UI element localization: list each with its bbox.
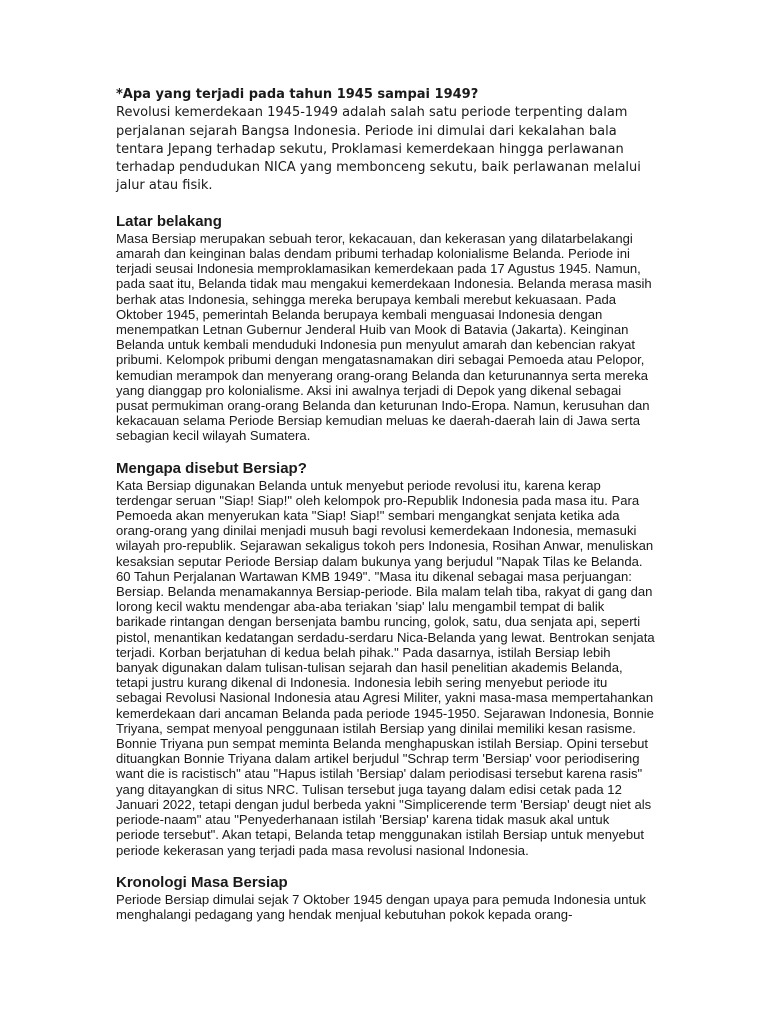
section-body: Masa Bersiap merupakan sebuah teror, kekacauan, dan kekerasan yang dilatarbelakangi amarah dan keinginan balas dendam pribumi terhadap kolonialisme Belanda. Periode ini terjadi seusai Indonesia memproklamasikan kemerdekaan pada 17 Agustus 1945. Namun, pada saat itu, Belanda tidak mau mengakui kemerdekaan Indonesia. Belanda merasa masih berhak atas Indonesia, sehingga mereka berupaya kembali merebut kekuasaan. Pada Oktober 1945, pemerintah Belanda berupaya kembali menguasai Indonesia dengan menempatkan Letnan Gubernur Jenderal Huib van Mook di Batavia (Jakarta). Keinginan Belanda untuk kembali menduduki Indonesia pun menyulut amarah dan kebencian rakyat pribumi. Kelompok pribumi dengan mengatasnamakan diri sebagai Pemoeda atau Pelopor, kemudian merampok dan menyerang orang-orang Belanda dan keturunannya serta mereka yang dianggap pro kolonialisme. Aksi ini awalnya terjadi di Depok yang dikenal sebagai pusat permukiman orang-orang Belanda dan keturunan Indo-Eropa. Namun, kerusuhan dan kekacauan selama Periode Bersiap kemudian meluas ke daerah-daerah lain di Jawa serta sebagian kecil wilayah Sumatera. (116, 230, 652, 444)
section-mengapa-disebut-bersiap (116, 460, 656, 858)
section-kronologi-masa-bersiap (116, 874, 656, 922)
intro-answer: Revolusi kemerdekaan 1945-1949 adalah salah satu periode terpenting dalam perjalanan sejarah Bangsa Indonesia. Periode ini dimulai dari kekalahan bala tentara Jepang terhadap sekutu, Proklamasi kemerdekaan hingga perlawanan terhadap pendudukan NICA yang membonceng sekutu, baik perlawanan melalui jalur atau fisik. (116, 105, 641, 194)
section-heading: Kronologi Masa Bersiap (116, 873, 288, 891)
intro-paragraph (116, 86, 656, 196)
section-heading: Latar belakang (116, 212, 222, 230)
section-latar-belakang (116, 213, 656, 444)
section-body: Periode Bersiap dimulai sejak 7 Oktober 1945 dengan upaya para pemuda Indonesia untuk menghalangi pedagang yang hendak menjual kebutuhan pokok kepada orang- (116, 891, 646, 922)
document-page (116, 86, 656, 922)
section-body: Kata Bersiap digunakan Belanda untuk menyebut periode revolusi itu, karena kerap terdengar seruan "Siap! Siap!" oleh kelompok pro-Republik Indonesia pada masa itu. Para Pemoeda akan menyerukan kata "Siap! Siap!" sembari mengangkat senjata ketika ada orang-orang yang dinilai menjadi musuh bagi revolusi kemerdekaan Indonesia, memasuki wilayah pro-republik. Sejarawan sekaligus tokoh pers Indonesia, Rosihan Anwar, menuliskan kesaksian seputar Periode Bersiap dalam bukunya yang berjudul "Napak Tilas ke Belanda. 60 Tahun Perjalanan Wartawan KMB 1949". "Masa itu dikenal sebagai masa perjuangan: Bersiap. Belanda menamakannya Bersiap-periode. Bila malam telah tiba, rakyat di gang dan lorong kecil waktu mendengar aba-aba teriakan 'siap' lalu mengambil tempat di balik barikade rintangan dengan bersenjata bambu runcing, golok, satu, dua senjata api, seperti pistol, menantikan kedatangan serdadu-serdaru Nica-Belanda yang lewat. Bentrokan senjata terjadi. Korban berjatuhan di kedua belah pihak." Pada dasarnya, istilah Bersiap lebih banyak digunakan dalam tulisan-tulisan sejarah dan hasil penelitian akademis Belanda, tetapi justru kurang dikenal di Indonesia. Indonesia lebih sering menyebut periode itu sebagai Revolusi Nasional Indonesia atau Agresi Militer, yakni masa-masa mempertahankan kemerdekaan dari ancaman Belanda pada periode 1945-1950. Sejarawan Indonesia, Bonnie Triyana, sempat menyoal penggunaan istilah Bersiap yang dinilai memiliki kesan rasisme. Bonnie Triyana pun sempat meminta Belanda menghapuskan istilah Bersiap. Opini tersebut dituangkan Bonnie Triyana dalam artikel berjudul "Schrap term 'Bersiap' voor periodisering want die is racistisch" atau "Hapus istilah 'Bersiap' dalam periodisasi tersebut karena rasis" yang ditayangkan di situs NRC. Tulisan tersebut juga tayang dalam edisi cetak pada 12 Januari 2022, tetapi dengan judul berbeda yakni "Simplicerende term 'Bersiap' deugt niet als periode-naam" atau "Penyederhanaan istilah 'Bersiap' karena tidak masuk akal untuk periode tersebut". Akan tetapi, Belanda tetap menggunakan istilah Bersiap untuk menyebut periode kekerasan yang terjadi pada masa revolusi nasional Indonesia. (116, 477, 655, 858)
intro-question: *Apa yang terjadi pada tahun 1945 sampai 1949? (116, 87, 479, 102)
section-heading: Mengapa disebut Bersiap? (116, 459, 307, 477)
